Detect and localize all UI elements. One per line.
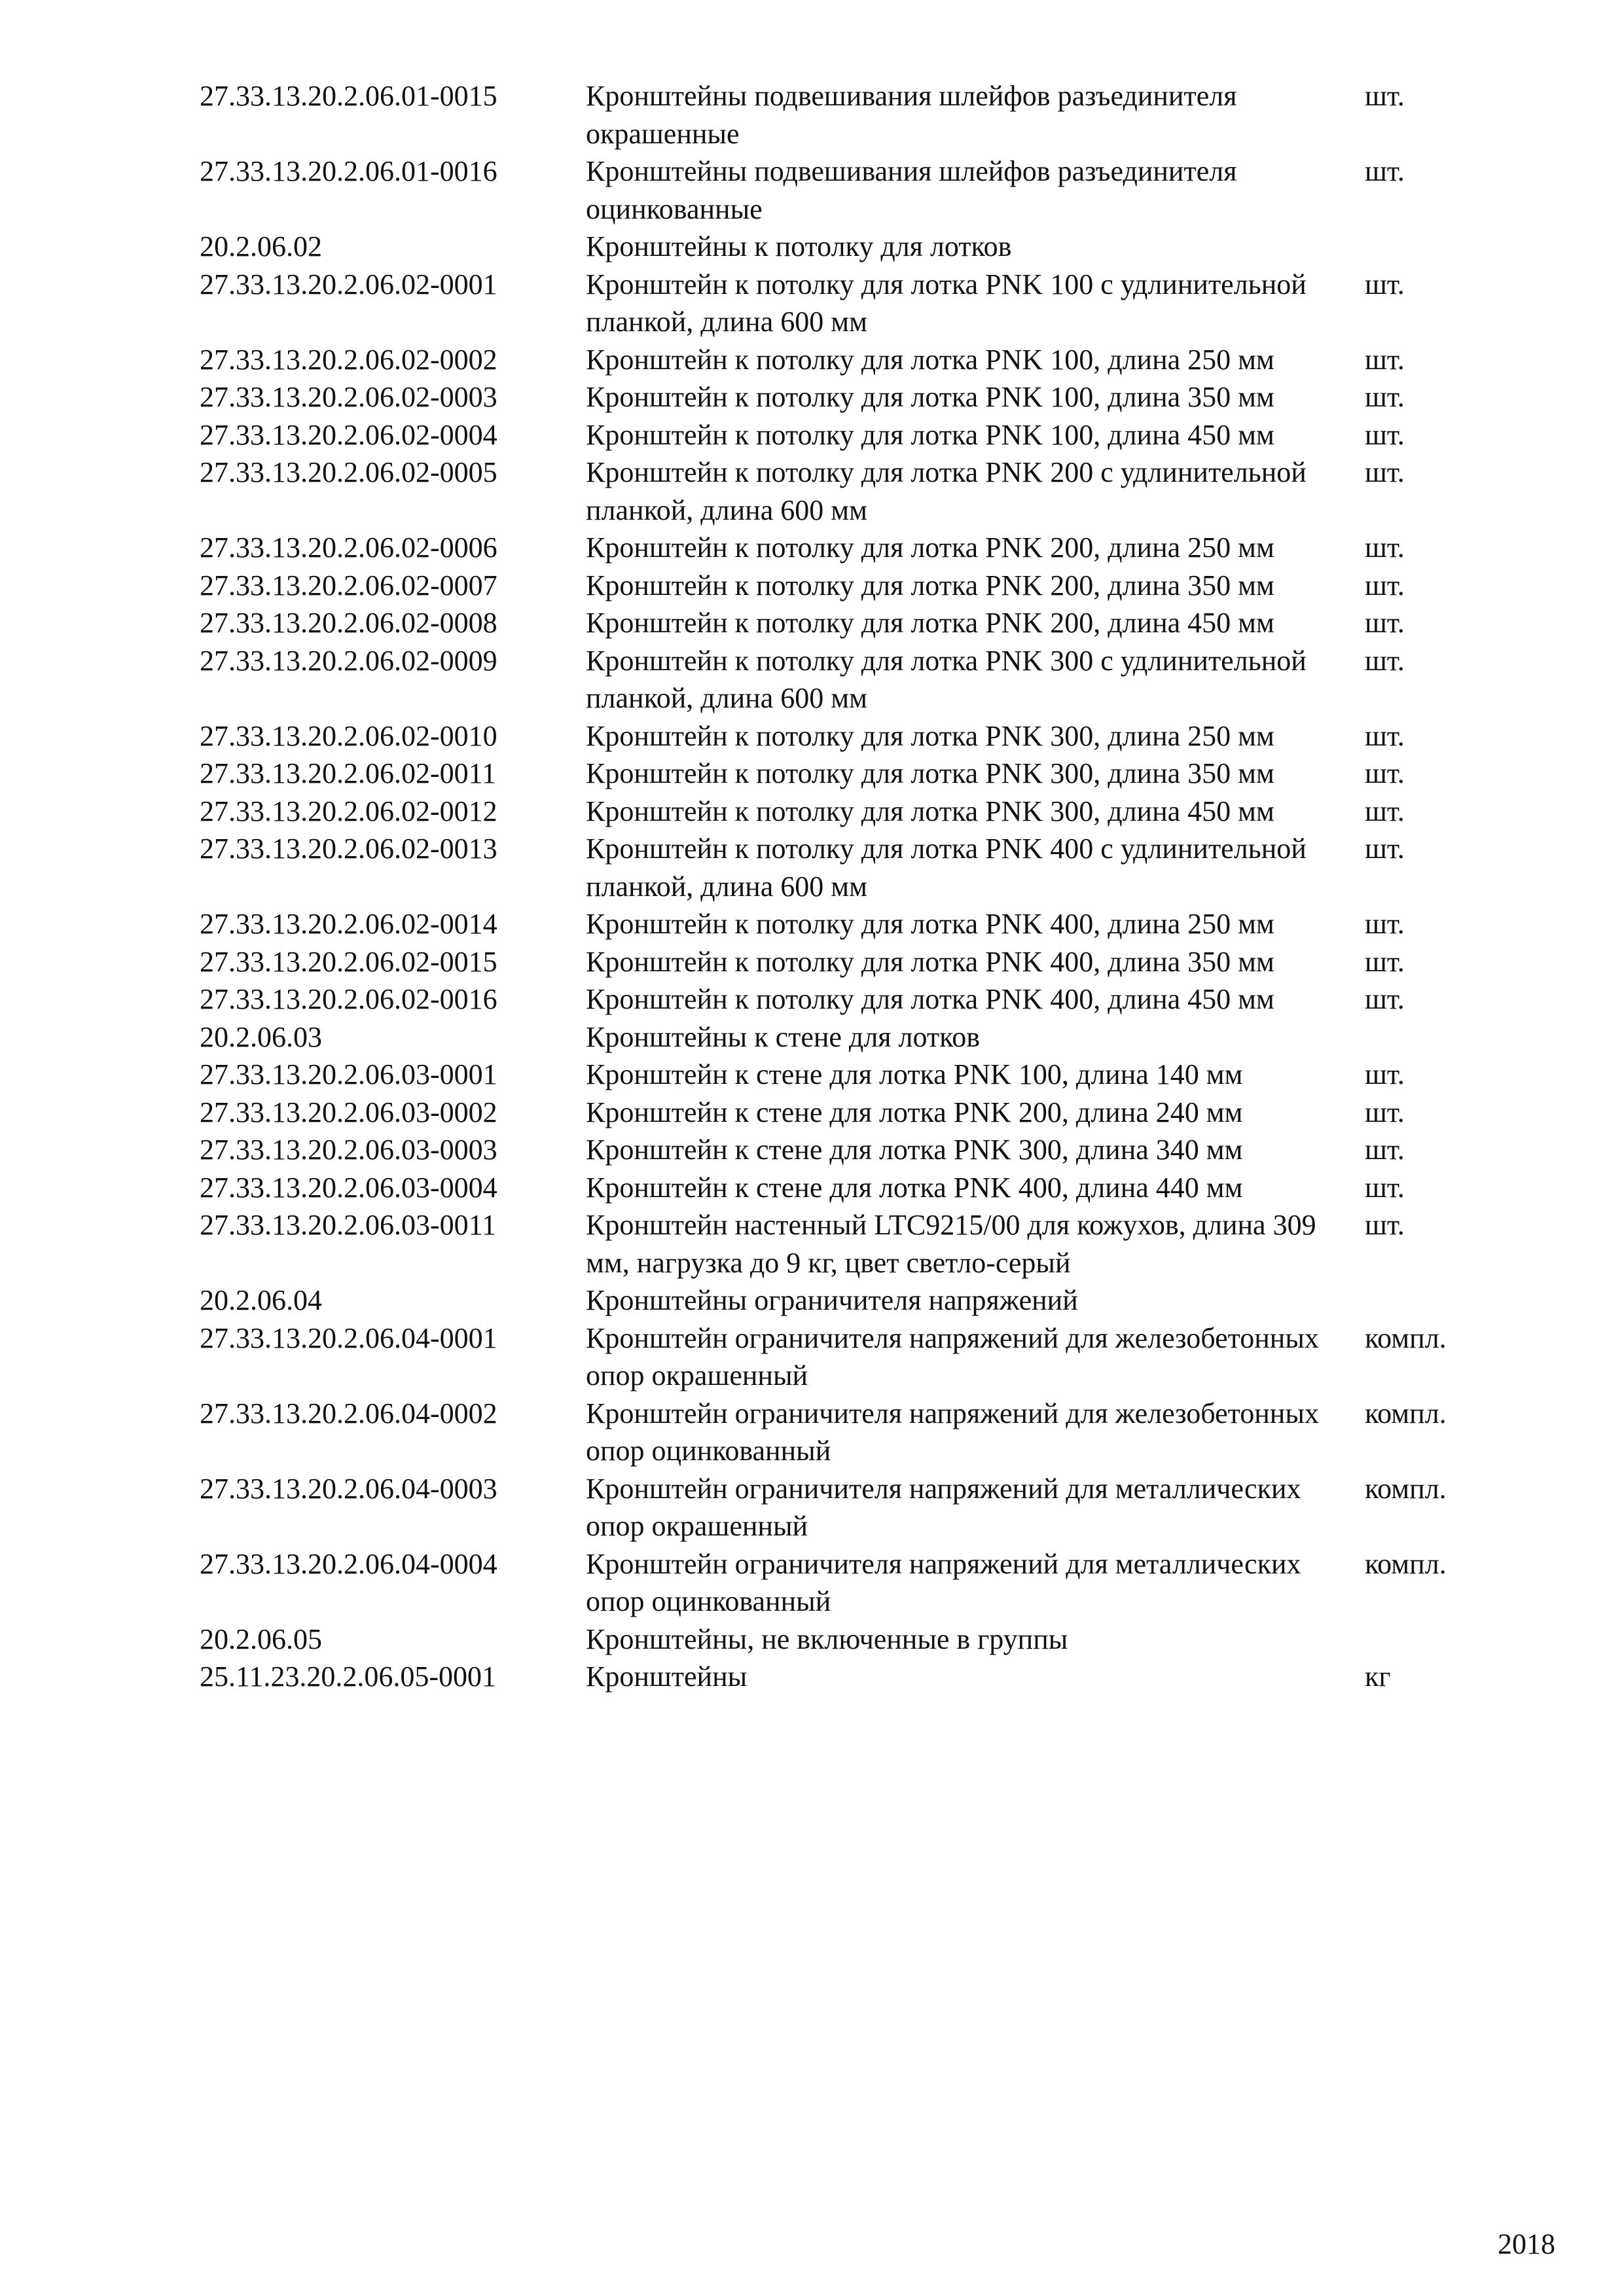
row-code: 27.33.13.20.2.06.02-0001 bbox=[200, 268, 497, 300]
table-row bbox=[200, 1206, 1509, 1282]
row-code: 27.33.13.20.2.06.02-0015 bbox=[200, 945, 497, 978]
row-code: 25.11.23.20.2.06.05-0001 bbox=[200, 1660, 497, 1693]
row-name: Кронштейн к стене для лотка PNK 300, длина 340 мм bbox=[586, 1134, 1243, 1166]
row-unit: шт. bbox=[1365, 945, 1405, 978]
row-unit: компл. bbox=[1365, 1397, 1447, 1429]
row-name: Кронштейн к потолку для лотка PNK 300, длина 350 мм bbox=[586, 757, 1274, 789]
row-unit: шт. bbox=[1365, 833, 1405, 865]
table-row bbox=[200, 529, 1509, 567]
row-name: Кронштейн ограничителя напряжений для железобетонных опор окрашенный bbox=[586, 1321, 1319, 1391]
row-code: 27.33.13.20.2.06.02-0008 bbox=[200, 607, 497, 639]
row-name: Кронштейн к стене для лотка PNK 100, длина 140 мм bbox=[586, 1058, 1243, 1090]
table-row bbox=[200, 1094, 1509, 1132]
table-row bbox=[200, 1319, 1509, 1395]
row-unit: шт. bbox=[1365, 268, 1405, 300]
row-name: Кронштейны к стене для лотков bbox=[586, 1020, 981, 1053]
row-unit: шт. bbox=[1365, 644, 1405, 677]
table-row bbox=[200, 943, 1509, 981]
row-name: Кронштейн к потолку для лотка PNK 200, длина 250 мм bbox=[586, 531, 1274, 564]
table-row bbox=[200, 341, 1509, 379]
row-code: 27.33.13.20.2.06.03-0001 bbox=[200, 1058, 497, 1090]
row-code: 27.33.13.20.2.06.02-0003 bbox=[200, 381, 497, 413]
table-row bbox=[200, 755, 1509, 793]
row-code: 27.33.13.20.2.06.03-0002 bbox=[200, 1096, 497, 1128]
row-unit bbox=[1365, 1018, 1509, 1056]
row-code: 27.33.13.20.2.06.04-0004 bbox=[200, 1547, 497, 1580]
row-unit bbox=[1365, 1282, 1509, 1319]
row-unit: шт. bbox=[1365, 418, 1405, 451]
row-unit: шт. bbox=[1365, 531, 1405, 564]
table-row bbox=[200, 1056, 1509, 1094]
row-unit: шт. bbox=[1365, 983, 1405, 1015]
group-row bbox=[200, 228, 1509, 266]
page-number: 2018 bbox=[1498, 2228, 1555, 2260]
row-name: Кронштейны, не включенные в группы bbox=[586, 1623, 1068, 1655]
table-row bbox=[200, 717, 1509, 755]
row-name: Кронштейны ограничителя напряжений bbox=[586, 1284, 1078, 1316]
table-row bbox=[200, 1169, 1509, 1207]
row-name: Кронштейн к потолку для лотка PNK 100, длина 350 мм bbox=[586, 381, 1274, 413]
row-code: 20.2.06.05 bbox=[200, 1623, 322, 1655]
row-code: 27.33.13.20.2.06.04-0002 bbox=[200, 1397, 497, 1429]
row-unit: шт. bbox=[1365, 80, 1405, 112]
row-code: 27.33.13.20.2.06.02-0013 bbox=[200, 833, 497, 865]
row-name: Кронштейны подвешивания шлейфов разъединителя окрашенные bbox=[586, 80, 1237, 150]
row-unit: шт. bbox=[1365, 1171, 1405, 1204]
row-code: 20.2.06.04 bbox=[200, 1284, 322, 1316]
row-name: Кронштейны подвешивания шлейфов разъединителя оцинкованные bbox=[586, 155, 1237, 225]
row-name: Кронштейн к потолку для лотка PNK 100, длина 450 мм bbox=[586, 418, 1274, 451]
row-unit: шт. bbox=[1365, 908, 1405, 940]
row-name: Кронштейн к потолку для лотка PNK 200, длина 350 мм bbox=[586, 569, 1274, 601]
row-unit: компл. bbox=[1365, 1321, 1447, 1354]
row-code: 27.33.13.20.2.06.02-0010 bbox=[200, 719, 497, 752]
row-code: 27.33.13.20.2.06.02-0009 bbox=[200, 644, 497, 677]
row-unit: шт. bbox=[1365, 757, 1405, 789]
row-code: 27.33.13.20.2.06.04-0003 bbox=[200, 1472, 497, 1505]
table-row bbox=[200, 1470, 1509, 1545]
table-row bbox=[200, 604, 1509, 642]
row-code: 27.33.13.20.2.06.02-0011 bbox=[200, 757, 497, 789]
row-unit: шт. bbox=[1365, 381, 1405, 413]
row-name: Кронштейн к потолку для лотка PNK 400 с удлинительной планкой, длина 600 мм bbox=[586, 833, 1307, 903]
row-unit: шт. bbox=[1365, 1134, 1405, 1166]
table-row bbox=[200, 1395, 1509, 1470]
row-unit: шт. bbox=[1365, 719, 1405, 752]
row-code: 27.33.13.20.2.06.02-0012 bbox=[200, 795, 497, 827]
row-code: 27.33.13.20.2.06.04-0001 bbox=[200, 1321, 497, 1354]
row-unit bbox=[1365, 1621, 1509, 1659]
row-name: Кронштейн к потолку для лотка PNK 400, длина 450 мм bbox=[586, 983, 1274, 1015]
row-unit: кг bbox=[1365, 1660, 1391, 1693]
classifier-table bbox=[200, 77, 1509, 1696]
table-row bbox=[200, 152, 1509, 228]
row-name: Кронштейны к потолку для лотков bbox=[586, 230, 1012, 262]
row-name: Кронштейн к стене для лотка PNK 200, длина 240 мм bbox=[586, 1096, 1243, 1128]
row-code: 27.33.13.20.2.06.02-0005 bbox=[200, 456, 497, 488]
row-unit: шт. bbox=[1365, 155, 1405, 187]
row-code: 27.33.13.20.2.06.01-0015 bbox=[200, 80, 497, 112]
row-name: Кронштейны bbox=[586, 1660, 748, 1693]
row-code: 20.2.06.02 bbox=[200, 230, 322, 262]
row-unit bbox=[1365, 228, 1509, 266]
row-code: 27.33.13.20.2.06.03-0004 bbox=[200, 1171, 497, 1204]
row-name: Кронштейн к потолку для лотка PNK 400, длина 250 мм bbox=[586, 908, 1274, 940]
row-code: 27.33.13.20.2.06.02-0014 bbox=[200, 908, 497, 940]
table-row bbox=[200, 416, 1509, 454]
row-name: Кронштейн к потолку для лотка PNK 400, длина 350 мм bbox=[586, 945, 1274, 978]
row-unit: шт. bbox=[1365, 456, 1405, 488]
row-name: Кронштейн к потолку для лотка PNK 200 с удлинительной планкой, длина 600 мм bbox=[586, 456, 1307, 526]
row-code: 27.33.13.20.2.06.01-0016 bbox=[200, 155, 497, 187]
table-row bbox=[200, 830, 1509, 905]
row-code: 27.33.13.20.2.06.02-0016 bbox=[200, 983, 497, 1015]
row-unit: компл. bbox=[1365, 1547, 1447, 1580]
row-name: Кронштейн к потолку для лотка PNK 100, длина 250 мм bbox=[586, 343, 1274, 376]
row-code: 20.2.06.03 bbox=[200, 1020, 322, 1053]
row-name: Кронштейн к потолку для лотка PNK 300, длина 450 мм bbox=[586, 795, 1274, 827]
group-row bbox=[200, 1621, 1509, 1659]
row-name: Кронштейн ограничителя напряжений для металлических опор оцинкованный bbox=[586, 1547, 1301, 1617]
table-row bbox=[200, 454, 1509, 529]
table-row bbox=[200, 77, 1509, 152]
table-row bbox=[200, 1131, 1509, 1169]
row-unit: шт. bbox=[1365, 1058, 1405, 1090]
table-row bbox=[200, 980, 1509, 1018]
row-name: Кронштейн ограничителя напряжений для железобетонных опор оцинкованный bbox=[586, 1397, 1319, 1467]
table-row bbox=[200, 567, 1509, 605]
row-unit: шт. bbox=[1365, 1209, 1405, 1241]
row-code: 27.33.13.20.2.06.03-0003 bbox=[200, 1134, 497, 1166]
row-code: 27.33.13.20.2.06.03-0011 bbox=[200, 1209, 497, 1241]
row-code: 27.33.13.20.2.06.02-0006 bbox=[200, 531, 497, 564]
group-row bbox=[200, 1018, 1509, 1056]
row-name: Кронштейн к потолку для лотка PNK 300, длина 250 мм bbox=[586, 719, 1274, 752]
row-code: 27.33.13.20.2.06.02-0004 bbox=[200, 418, 497, 451]
group-row bbox=[200, 1282, 1509, 1319]
table-row bbox=[200, 642, 1509, 717]
row-unit: компл. bbox=[1365, 1472, 1447, 1505]
row-name: Кронштейн ограничителя напряжений для металлических опор окрашенный bbox=[586, 1472, 1301, 1542]
row-unit: шт. bbox=[1365, 1096, 1405, 1128]
row-name: Кронштейн к стене для лотка PNK 400, длина 440 мм bbox=[586, 1171, 1243, 1204]
table-row bbox=[200, 905, 1509, 943]
row-code: 27.33.13.20.2.06.02-0007 bbox=[200, 569, 497, 601]
table-row bbox=[200, 793, 1509, 831]
row-name: Кронштейн к потолку для лотка PNK 200, длина 450 мм bbox=[586, 607, 1274, 639]
row-unit: шт. bbox=[1365, 569, 1405, 601]
row-unit: шт. bbox=[1365, 607, 1405, 639]
table-row bbox=[200, 1658, 1509, 1696]
table-row bbox=[200, 378, 1509, 416]
table-row bbox=[200, 266, 1509, 341]
row-unit: шт. bbox=[1365, 795, 1405, 827]
row-unit: шт. bbox=[1365, 343, 1405, 376]
row-code: 27.33.13.20.2.06.02-0002 bbox=[200, 343, 497, 376]
table-row bbox=[200, 1545, 1509, 1621]
row-name: Кронштейн к потолку для лотка PNK 100 с удлинительной планкой, длина 600 мм bbox=[586, 268, 1307, 338]
row-name: Кронштейн настенный LTC9215/00 для кожухов, длина 309 мм, нагрузка до 9 кг, цвет светло-серый bbox=[586, 1209, 1316, 1279]
row-name: Кронштейн к потолку для лотка PNK 300 с удлинительной планкой, длина 600 мм bbox=[586, 644, 1307, 714]
